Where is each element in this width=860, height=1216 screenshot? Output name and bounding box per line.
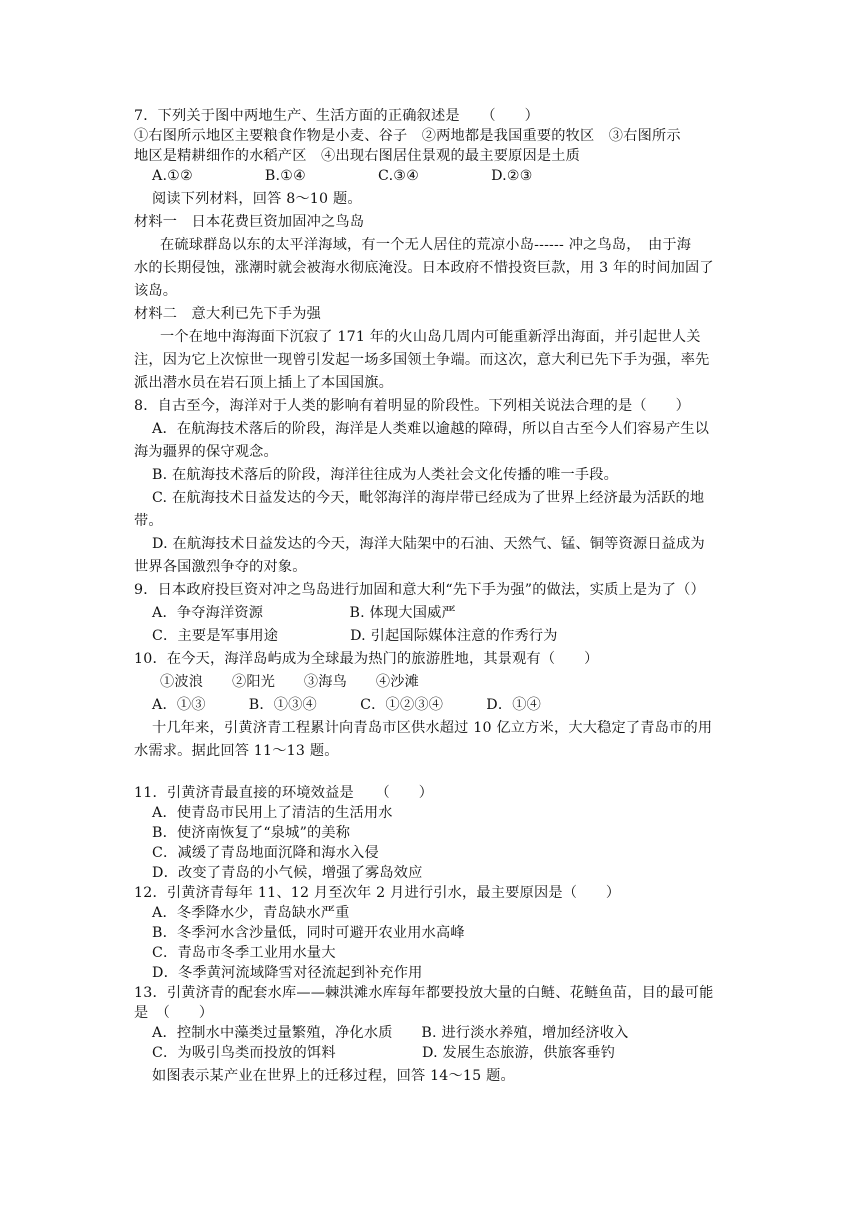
question-8-stem: 8．自古至今，海洋对于人类的影响有着明显的阶段性。下列相关说法合理的是（ ） (134, 398, 690, 414)
question-13-options-cd: C．为吸引鸟类而投放的饵料 D. 发展生态旅游，供旅客垂钓 (152, 1045, 616, 1061)
material-2-text-cont: 注，因为它上次惊世一现曾引发起一场多国领土争端。而这次，意大利已先下手为强，率先 (134, 352, 710, 368)
question-12-option-c: C．青岛市冬季工业用水量大 (152, 945, 336, 961)
reading-instruction-11-13-cont: 水需求。据此回答 11～13 题。 (134, 743, 339, 759)
question-13-options-ab: A．控制水中藻类过量繁殖，净化水质 B. 进行淡水养殖，增加经济收入 (152, 1025, 629, 1041)
question-12-stem: 12．引黄济青每年 11、12 月至次年 2 月进行引水，最主要原因是（ ） (134, 885, 621, 901)
material-1-text-end: 该岛。 (134, 283, 178, 299)
material-2-text: 一个在地中海海面下沉寂了 171 年的火山岛几周内可能重新浮出海面，并引起世人关 (160, 329, 701, 345)
material-2-title: 材料二 意大利已先下手为强 (134, 306, 322, 322)
material-1-text: 在硫球群岛以东的太平洋海域，有一个无人居住的荒凉小岛------ 冲之鸟岛， 由于海 (160, 237, 692, 253)
question-12-option-a: A．冬季降水少，青岛缺水严重 (152, 905, 350, 921)
material-1-title: 材料一 日本花费巨资加固冲之鸟岛 (134, 214, 365, 230)
question-9-options-cd: C．主要是军事用途 D. 引起国际媒体注意的作秀行为 (152, 628, 558, 644)
question-8-option-b: B. 在航海技术落后的阶段，海洋往往成为人类社会文化传播的唯一手段。 (152, 467, 619, 483)
question-8-option-d: D. 在航海技术日益发达的今天，海洋大陆架中的石油、天然气、锰、铜等资源日益成为 (152, 536, 705, 552)
question-8-option-a-cont: 海为疆界的保守观念。 (134, 444, 278, 460)
question-10-statements: ①波浪 ②阳光 ③海鸟 ④沙滩 (160, 674, 419, 690)
question-11-option-a: A．使青岛市民用上了清洁的生活用水 (152, 805, 393, 821)
question-13-stem-cont: 是 （ ） (134, 1005, 214, 1021)
reading-instruction-8-10: 阅读下列材料，回答 8～10 题。 (152, 191, 362, 207)
question-8-option-a: A．在航海技术落后的阶段，海洋是人类难以逾越的障碍，所以自古至今人们容易产生以 (152, 421, 710, 437)
question-10-options: A．①③ B．①③④ C．①②③④ D．①④ (152, 697, 542, 713)
reading-instruction-11-13: 十几年来，引黄济青工程累计向青岛市区供水超过 10 亿立方米，大大稳定了青岛市的用 (152, 720, 713, 736)
question-10-stem: 10．在今天，海洋岛屿成为全球最为热门的旅游胜地，其景观有（ ） (134, 651, 599, 667)
question-11-option-b: B．使济南恢复了“泉城”的美称 (152, 825, 351, 841)
question-11-stem: 11．引黄济青最直接的环境效益是 （ ） (134, 785, 434, 801)
question-9-stem: 9．日本政府投巨资对冲之鸟岛进行加固和意大利“先下手为强”的做法，实质上是为了（） (134, 582, 705, 598)
figure-instruction-14-15: 如图表示某产业在世界上的迁移过程，回答 14～15 题。 (152, 1068, 515, 1084)
material-1-text-cont: 水的长期侵蚀，涨潮时就会被海水彻底淹没。日本政府不惜投资巨款，用 3 年的时间加固了 (134, 260, 714, 276)
question-12-option-d: D．冬季黄河流域降雪对径流起到补充作用 (152, 965, 423, 981)
question-7-statements: ①右图所示地区主要粮食作物是小麦、谷子 ②两地都是我国重要的牧区 ③右图所示 (134, 128, 681, 144)
material-2-text-end: 派出潜水员在岩石顶上插上了本国国旗。 (134, 375, 393, 391)
question-7-stem: 7．下列关于图中两地生产、生活方面的正确叙述是 （ ） (134, 108, 539, 124)
question-11-option-d: D．改变了青岛的小气候，增强了雾岛效应 (152, 865, 423, 881)
question-13-stem: 13．引黄济青的配套水库——棘洪滩水库每年都要投放大量的白鲢、花鲢鱼苗，目的最可能 (134, 985, 714, 1001)
question-12-option-b: B．冬季河水含沙量低，同时可避开农业用水高峰 (152, 925, 465, 941)
question-8-option-d-cont: 世界各国激烈争夺的对象。 (134, 559, 307, 575)
question-8-option-c-cont: 带。 (134, 513, 163, 529)
question-7-options: A.①② B.①④ C.③④ D.②③ (152, 168, 533, 184)
question-11-option-c: C．减缓了青岛地面沉降和海水入侵 (152, 845, 379, 861)
question-9-options-ab: A．争夺海洋资源 B. 体现大国威严 (152, 605, 456, 621)
question-7-statements-cont: 地区是精耕细作的水稻产区 ④出现右图居住景观的最主要原因是土质 (134, 148, 581, 164)
question-8-option-c: C. 在航海技术日益发达的今天，毗邻海洋的海岸带已经成为了世界上经济最为活跃的地 (152, 490, 705, 506)
